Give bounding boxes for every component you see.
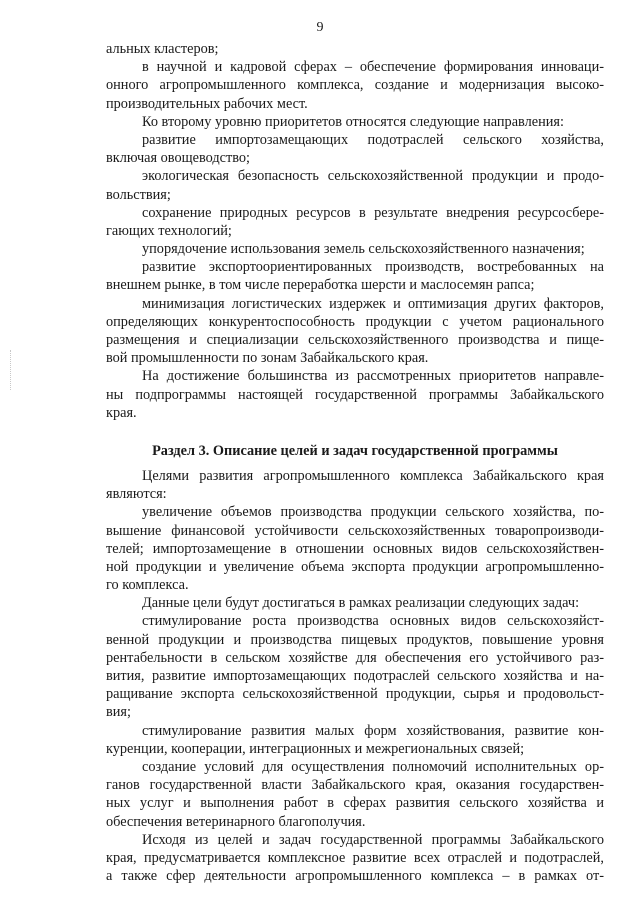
- text-line: Целями развития агропромышленного комплекса Забайкальского края: [142, 467, 604, 484]
- page-number: 9: [316, 20, 324, 35]
- text-line: вышение финансовой устойчивости сельскохозяйственных товаропроизводи-: [106, 522, 604, 539]
- text-line: вольствия;: [106, 186, 171, 203]
- text-line: ны подпрограммы настоящей государственной программы Забайкальского: [106, 386, 604, 403]
- text-line: создание условий для осуществления полномочий исполнительных ор-: [142, 758, 604, 775]
- text-line: вия;: [106, 704, 131, 721]
- text-line: внешнем рынке, в том числе переработка шерсти и маслосемян рапса;: [106, 277, 535, 294]
- section-spacer: [106, 422, 604, 441]
- document-body: [106, 40, 604, 885]
- text-line: На достижение большинства из рассмотренных приоритетов направле-: [142, 368, 604, 385]
- text-line: вития, развитие импортозамещающих подотраслей сельского хозяйства и на-: [106, 668, 604, 684]
- text-line: Исходя из целей и задач государственной программы Забайкальского: [142, 831, 604, 848]
- text-line: в научной и кадровой сферах – обеспечение формирования инноваци-: [142, 59, 604, 76]
- text-line: минимизация логистических издержек и оптимизация других факторов,: [142, 295, 604, 312]
- text-line: а также сфер деятельности агропромышленного комплекса – в рамках от-: [106, 868, 604, 885]
- text-line: развитие импортозамещающих подотраслей сельского хозяйства,: [142, 131, 604, 148]
- text-line: куренции, кооперации, интеграционных и межрегиональных связей;: [106, 740, 525, 757]
- text-line: стимулирование роста производства основных видов сельскохозяйст-: [142, 613, 604, 630]
- text-line: Ко второму уровню приоритетов относятся следующие направления:: [142, 113, 564, 130]
- text-line: го комплекса.: [106, 577, 189, 594]
- text-line: ной продукции и увеличение объема экспорта продукции агропромышленно-: [106, 558, 604, 575]
- text-line: онного агропромышленного комплекса, создание и модернизация высоко-: [106, 77, 604, 94]
- text-line: венной продукции и производства пищевых продуктов, повышение уровня: [106, 631, 604, 648]
- text-line: стимулирование развития малых форм хозяйствования, развитие кон-: [142, 722, 604, 739]
- text-line: телей; импортозамещение в отношении основных видов сельскохозяйствен-: [106, 540, 604, 557]
- text-line: экологическая безопасность сельскохозяйственной продукции и продо-: [142, 168, 604, 185]
- scan-margin-mark: [10, 350, 13, 390]
- text-line: являются:: [106, 486, 167, 503]
- text-line: гающих технологий;: [106, 222, 232, 239]
- text-line: сохранение природных ресурсов в результате внедрения ресурсосбере-: [142, 204, 604, 221]
- text-line: ных услуг и выполнения работ в сферах развития сельского хозяйства и: [106, 795, 604, 812]
- text-line: включая овощеводство;: [106, 150, 250, 167]
- text-line: увеличение объемов производства продукции сельского хозяйства, по-: [142, 504, 604, 521]
- text-line: рентабельности в сельском хозяйстве для обеспечения его устойчивого раз-: [106, 649, 604, 666]
- text-line: производительных рабочих мест.: [106, 95, 308, 112]
- text-line: ганов государственной власти Забайкальского края, оказания государствен-: [106, 777, 604, 794]
- text-line: размещения и специализации сельскохозяйственного производства и пище-: [106, 332, 604, 348]
- section-heading: Раздел 3. Описание целей и задач государственной программы: [152, 442, 558, 459]
- text-line: развитие экспортоориентированных производств, востребованных на: [142, 259, 604, 276]
- text-line: вой промышленности по зонам Забайкальского края.: [106, 350, 429, 367]
- text-line: определяющих конкурентоспособность продукции с учетом рационального: [106, 313, 604, 330]
- text-line: обеспечения ветеринарного благополучия.: [106, 813, 366, 830]
- text-line: упорядочение использования земель сельскохозяйственного назначения;: [142, 241, 585, 258]
- text-line: ращивание экспорта сельскохозяйственной продукции, сырья и продовольст-: [106, 686, 604, 703]
- text-line: альных кластеров;: [106, 41, 219, 57]
- text-line: Данные цели будут достигаться в рамках реализации следующих задач:: [142, 595, 580, 612]
- text-line: края.: [106, 404, 137, 421]
- text-line: края, предусматривается комплексное развитие всех отраслей и подотраслей,: [106, 849, 604, 866]
